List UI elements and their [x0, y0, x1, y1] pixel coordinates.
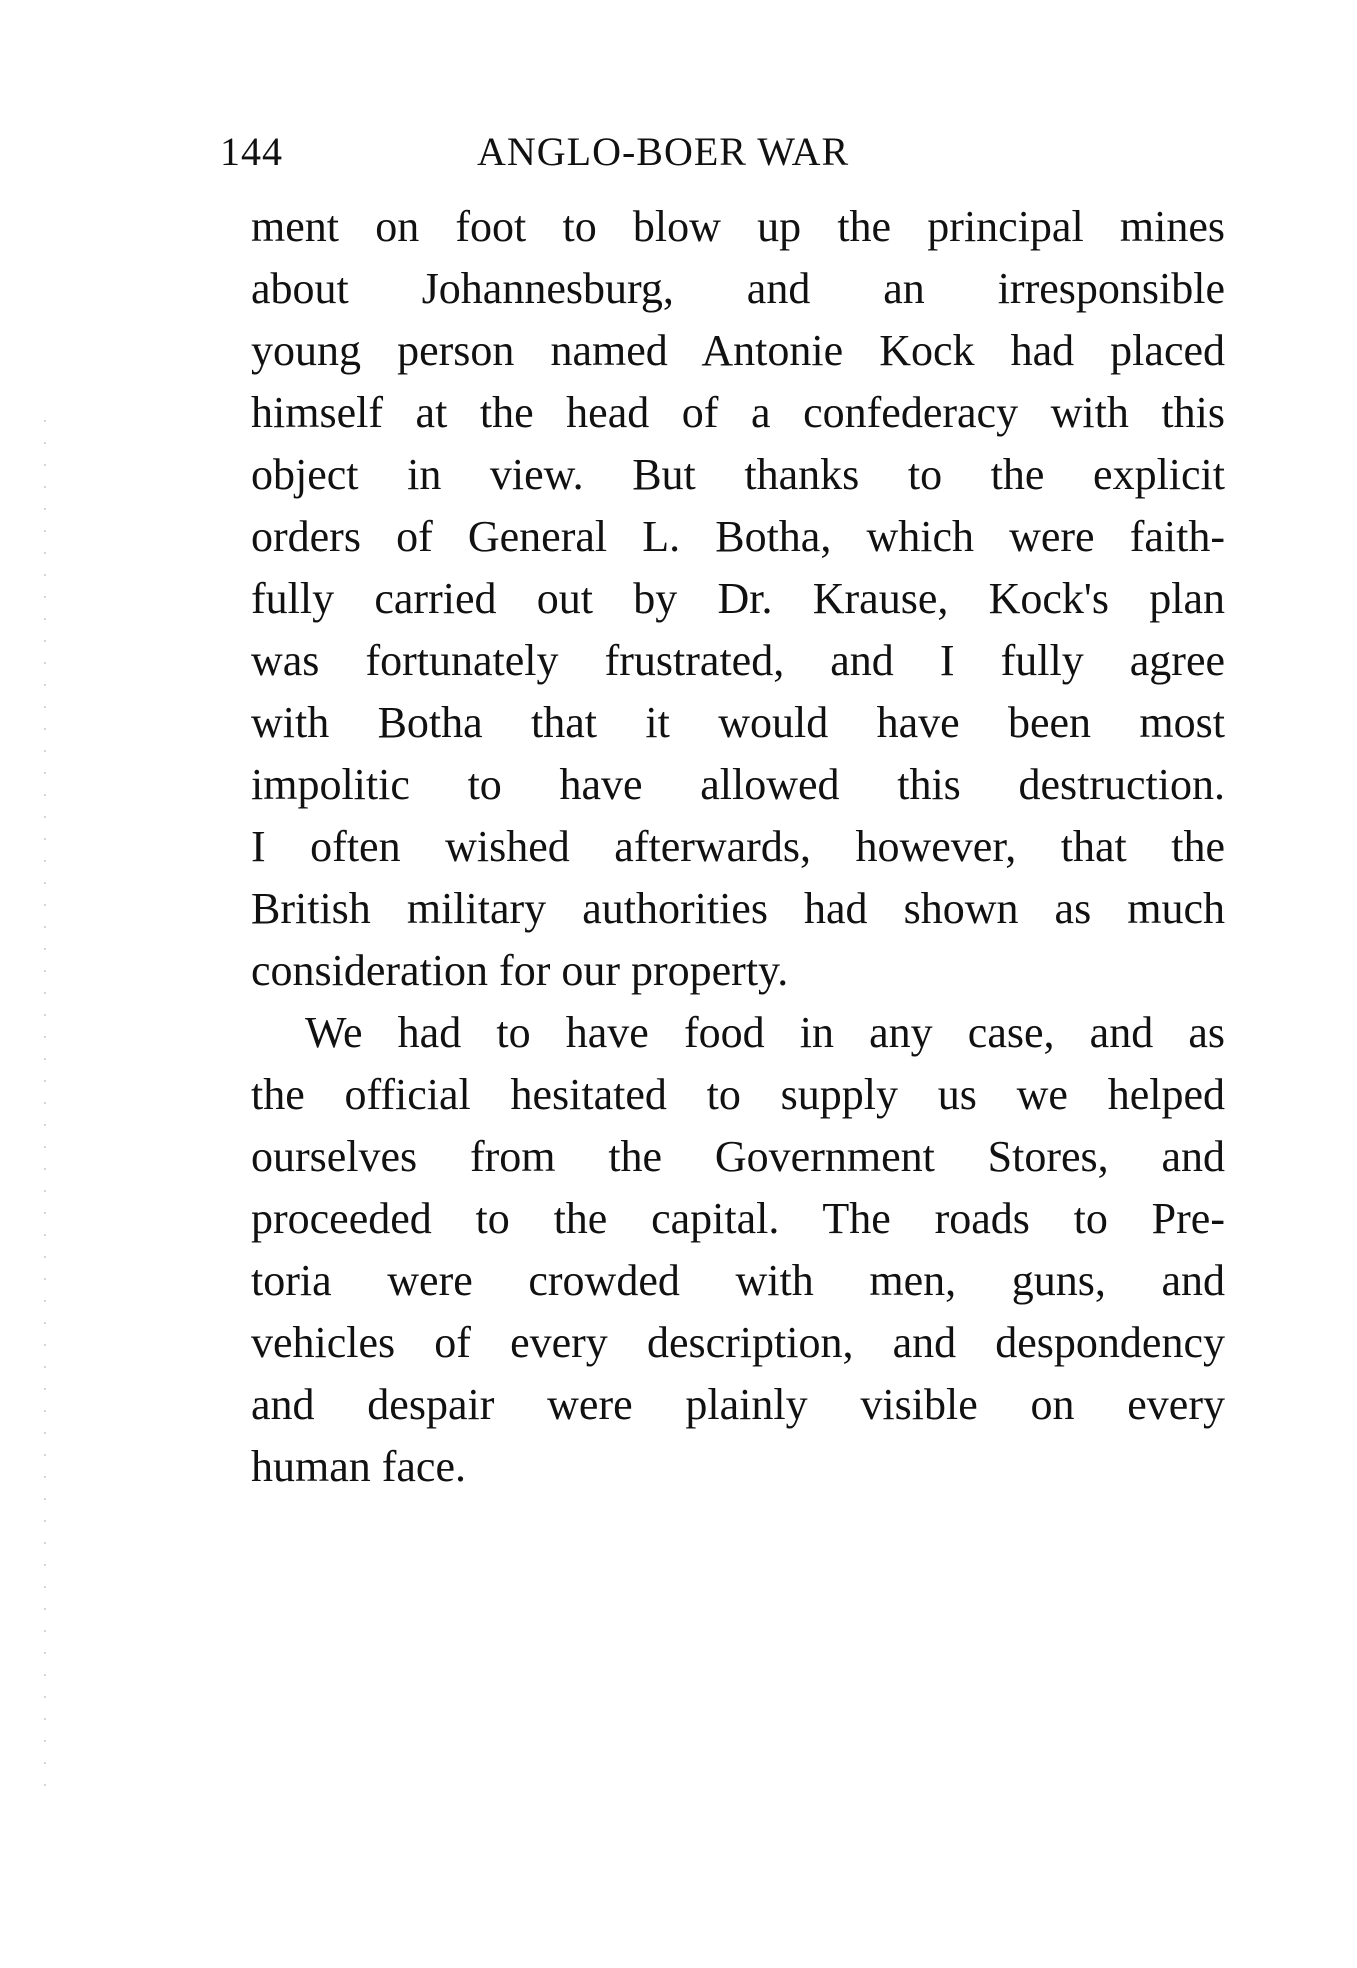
- text-line: consideration for our property.: [251, 946, 789, 995]
- text-line: with Botha that it would have been most: [251, 698, 1225, 747]
- text-line: young person named Antonie Kock had placed: [251, 326, 1225, 375]
- text-line: vehicles of every description, and despondency: [251, 1318, 1225, 1367]
- text-line: fully carried out by Dr. Krause, Kock's plan: [251, 574, 1225, 623]
- running-title: ANGLO-BOER WAR: [477, 129, 850, 174]
- text-line: was fortunately frustrated, and I fully agree: [251, 636, 1225, 685]
- text-line: toria were crowded with men, guns, and: [251, 1256, 1225, 1305]
- text-line: ment on foot to blow up the principal mines: [251, 202, 1225, 251]
- text-line: and despair were plainly visible on every: [251, 1380, 1225, 1429]
- text-line: orders of General L. Botha, which were faith-: [251, 512, 1225, 561]
- text-line: I often wished afterwards, however, that the: [251, 822, 1225, 871]
- text-line: the official hesitated to supply us we helped: [251, 1070, 1225, 1119]
- paragraph-2: [251, 1002, 1225, 1498]
- text-line: impolitic to have allowed this destruction.: [251, 760, 1225, 809]
- text-line: We had to have food in any case, and as: [305, 1008, 1225, 1057]
- paragraph-1: [251, 196, 1225, 1002]
- text-line: object in view. But thanks to the explicit: [251, 450, 1225, 499]
- running-header: [220, 128, 1230, 178]
- text-line: about Johannesburg, and an irresponsible: [251, 264, 1225, 313]
- text-line: British military authorities had shown as much: [251, 884, 1225, 933]
- page-number: 144: [220, 129, 283, 174]
- text-line: proceeded to the capital. The roads to Pre-: [251, 1194, 1225, 1243]
- text-line: ourselves from the Government Stores, and: [251, 1132, 1225, 1181]
- text-line: himself at the head of a confederacy with this: [251, 388, 1225, 437]
- scan-specks: [44, 420, 46, 1800]
- text-line: human face.: [251, 1442, 466, 1491]
- body-text: [251, 196, 1225, 1498]
